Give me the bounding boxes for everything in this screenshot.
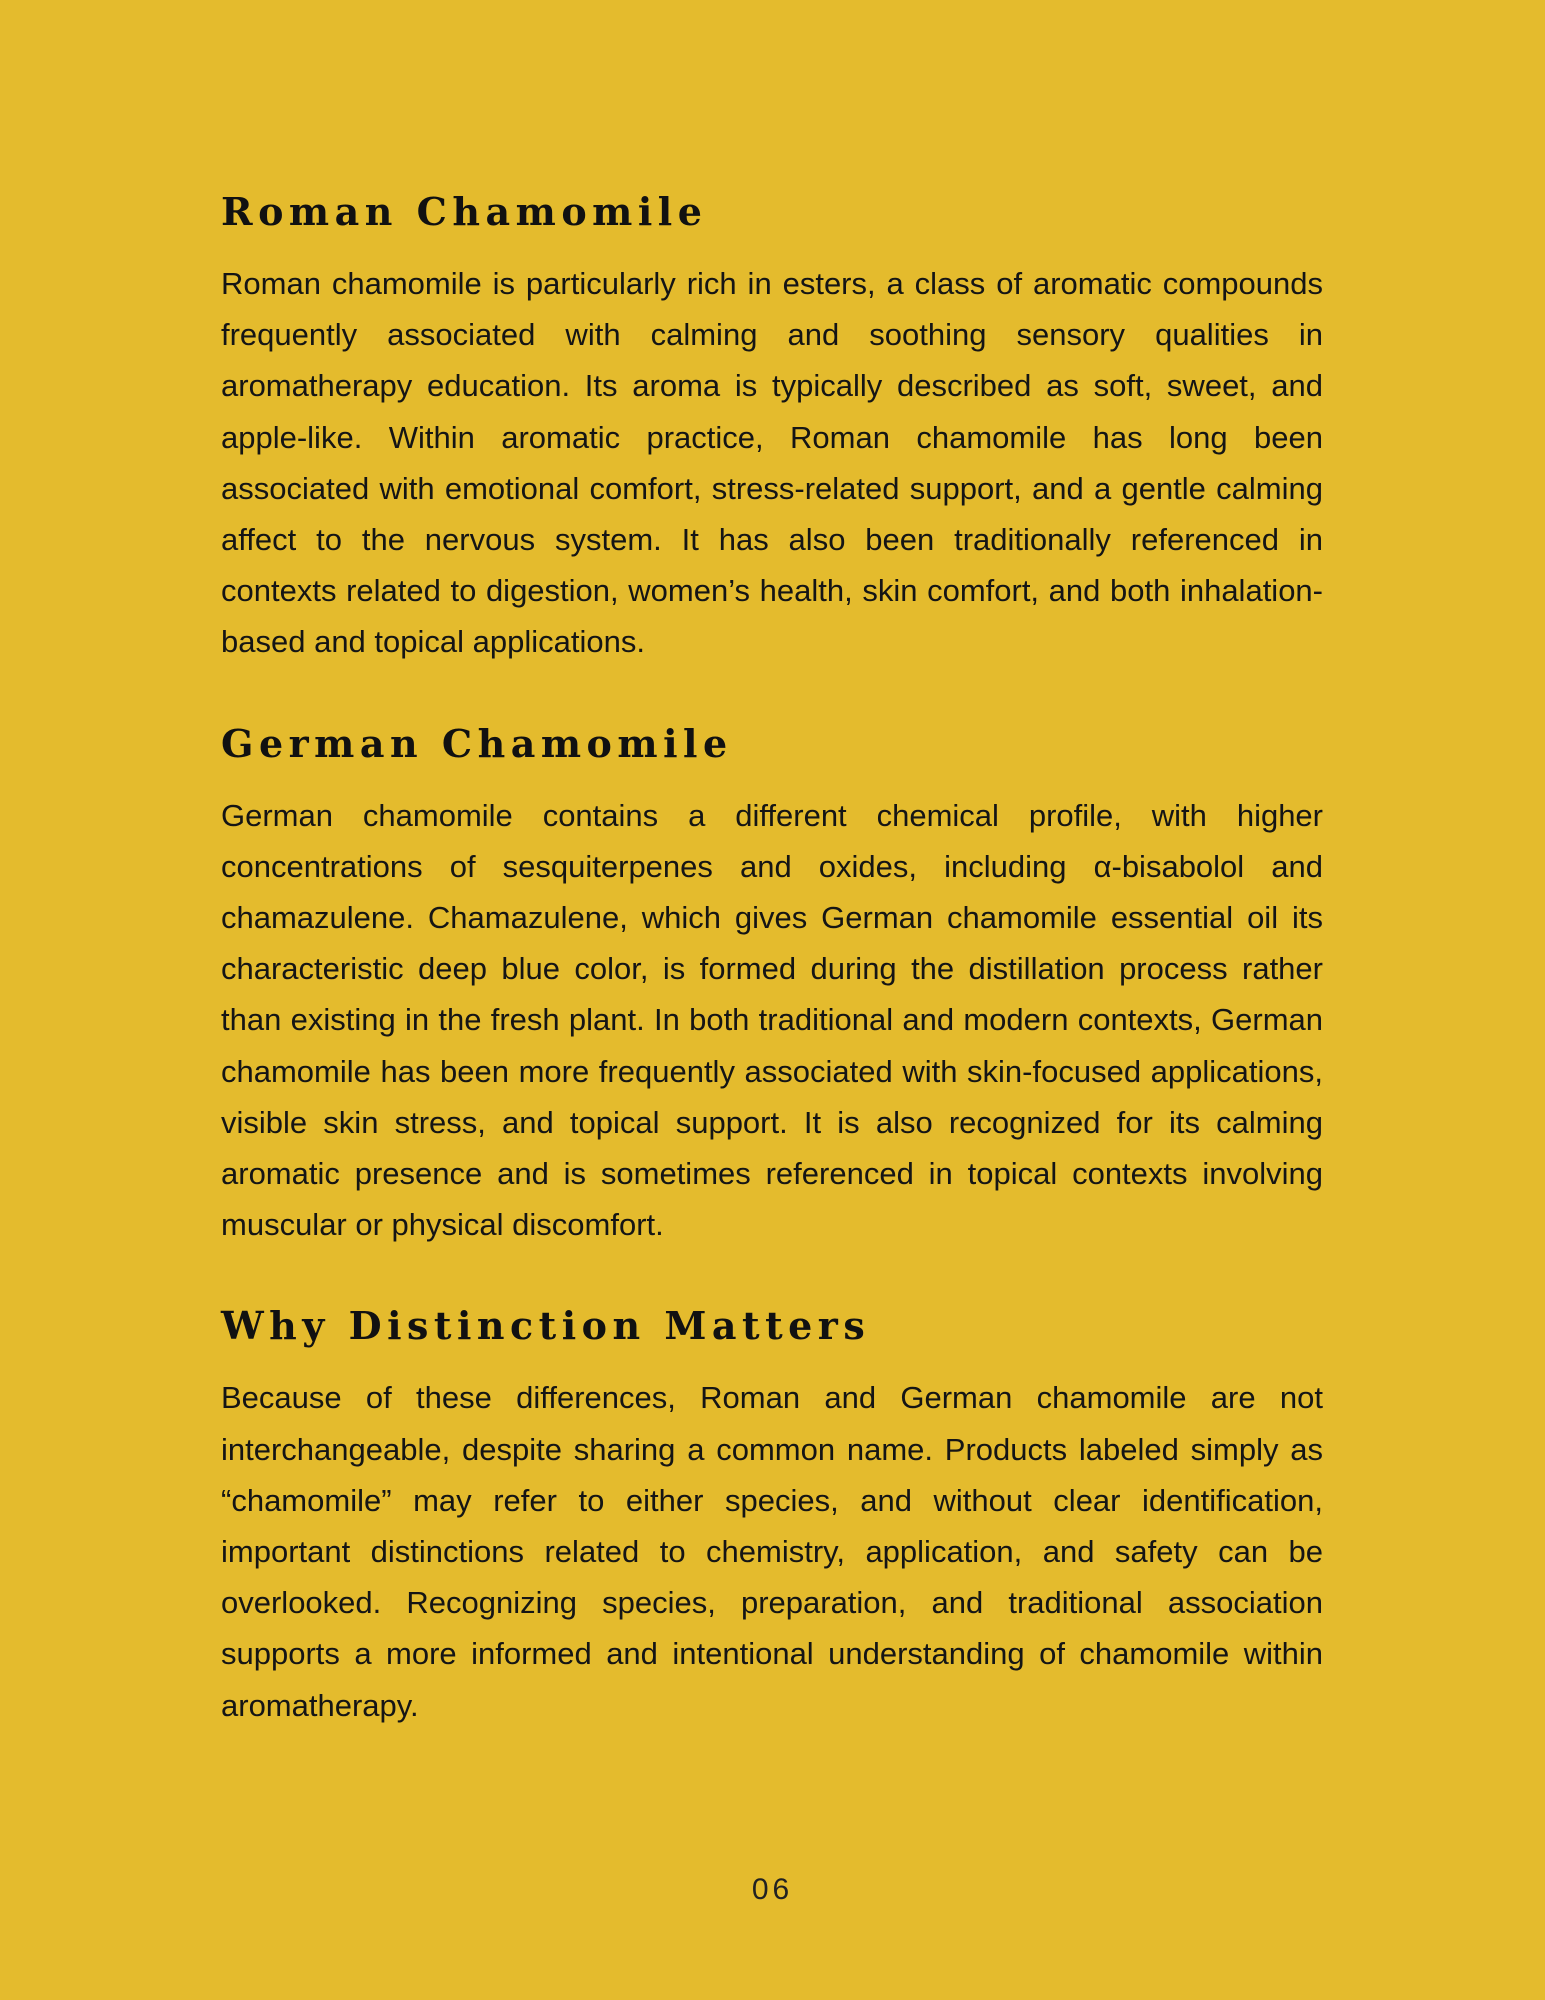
section-body: Roman chamomile is particularly rich in esters, a class of aromatic compounds frequently associated with calming and soothing sensory qualities in aromatherapy education. Its aroma is typically described as soft, sweet, and apple-like. Within aromatic practice, Roman chamomile has long been associated with emotional comfort, stress-related support, and a gentle calming affect to the nervous system. It has also been traditionally referenced in contexts related to digestion, women’s health, skin comfort, and both inhalation-based and topical applications.	[221, 266, 1323, 660]
page-content	[221, 182, 1323, 1731]
section-heading: German Chamomile	[221, 720, 733, 766]
page-number: 06	[751, 1873, 794, 1906]
section-roman-chamomile	[221, 182, 1323, 668]
section-why-distinction-matters	[221, 1296, 1323, 1730]
section-german-chamomile	[221, 714, 1323, 1251]
section-body: Because of these differences, Roman and German chamomile are not interchangeable, despite sharing a common name. Products labeled simply as “chamomile” may refer to either species, and without clear identification, important distinctions related to chemistry, application, and safety can be overlooked. Recognizing species, preparation, and traditional association supports a more informed and intentional understanding of chamomile within aromatherapy.	[221, 1380, 1323, 1723]
section-body: German chamomile contains a different chemical profile, with higher concentrations of sesquiterpenes and oxides, including α-bisabolol and chamazulene. Chamazulene, which gives German chamomile essential oil its characteristic deep blue color, is formed during the distillation process rather than existing in the fresh plant. In both traditional and modern contexts, German chamomile has been more frequently associated with skin-focused applications, visible skin stress, and topical support. It is also recognized for its calming aromatic presence and is sometimes referenced in topical contexts involving muscular or physical discomfort.	[221, 797, 1323, 1243]
section-heading: Roman Chamomile	[221, 189, 708, 234]
section-heading: Why Distinction Matters	[221, 1303, 871, 1349]
